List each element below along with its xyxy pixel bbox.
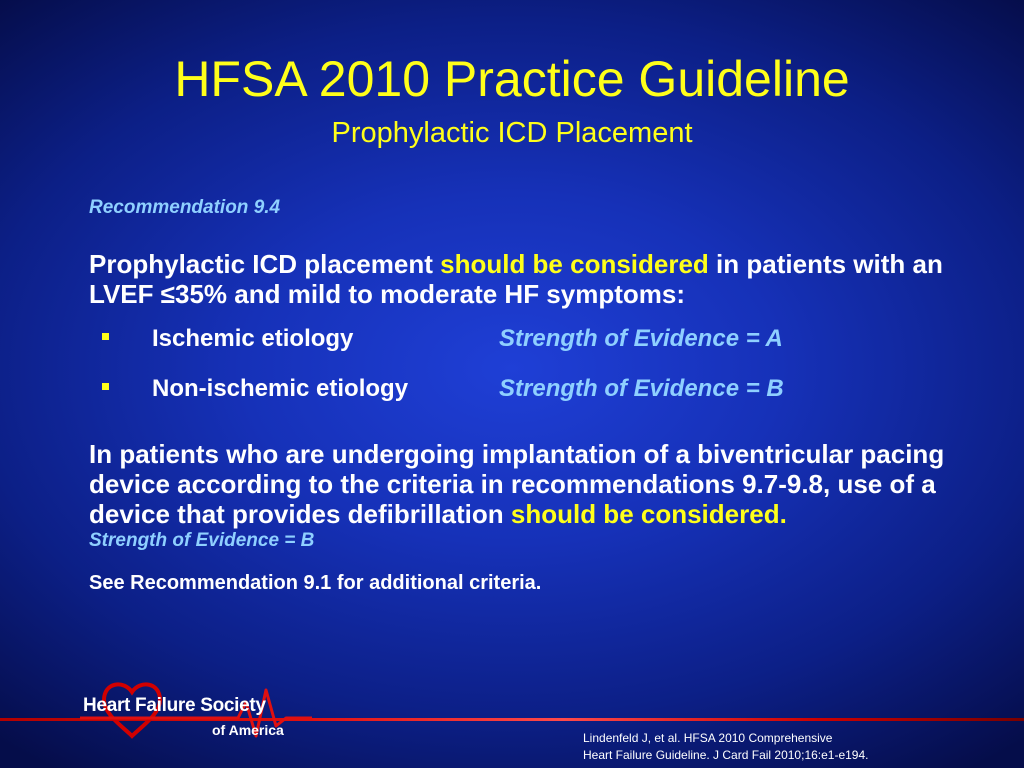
paragraph-2-strength-of-evidence: Strength of Evidence = B (89, 530, 315, 551)
see-more-note: See Recommendation 9.1 for additional criteria. (89, 572, 542, 594)
list-item (89, 325, 989, 375)
square-bullet-icon (102, 333, 109, 340)
hfsa-logo (80, 678, 320, 748)
paragraph-2-highlight: should be considered. (510, 499, 787, 529)
citation-line-1: Lindenfeld J, et al. HFSA 2010 Comprehensive (583, 731, 833, 745)
logo-text-line-1: Heart Failure Society (83, 695, 266, 716)
paragraph-1-text-after: in patients with an LVEF ≤35% and mild to moderate HF symptoms: (89, 249, 943, 309)
bullet-text: Non-ischemic etiology (152, 375, 409, 402)
bullet-strength-of-evidence: Strength of Evidence = B (499, 375, 784, 402)
square-bullet-icon (102, 383, 109, 390)
recommendation-paragraph-1 (89, 249, 989, 309)
paragraph-1-highlight: should be considered (440, 249, 709, 279)
etiology-list (89, 325, 989, 425)
slide-title: HFSA 2010 Practice Guideline (174, 51, 850, 107)
recommendation-label: Recommendation 9.4 (89, 197, 281, 218)
bullet-text: Ischemic etiology (152, 325, 354, 352)
list-item (89, 375, 989, 425)
recommendation-paragraph-2 (89, 439, 989, 529)
slide-subtitle: Prophylactic ICD Placement (331, 117, 693, 149)
bullet-strength-of-evidence: Strength of Evidence = A (499, 325, 783, 352)
logo-text-line-2: of America (212, 722, 284, 738)
slide-content (89, 196, 989, 595)
paragraph-1-text-before: Prophylactic ICD placement (89, 249, 441, 279)
citation (583, 730, 869, 764)
paragraph-2-text-before: In patients who are undergoing implantation of a biventricular pacing device according to the criteria in recommendations 9.7-9.8, use of a device that provides defibrillation (89, 439, 945, 529)
citation-line-2: Heart Failure Guideline. J Card Fail 2010;16:e1-e194. (583, 748, 869, 762)
